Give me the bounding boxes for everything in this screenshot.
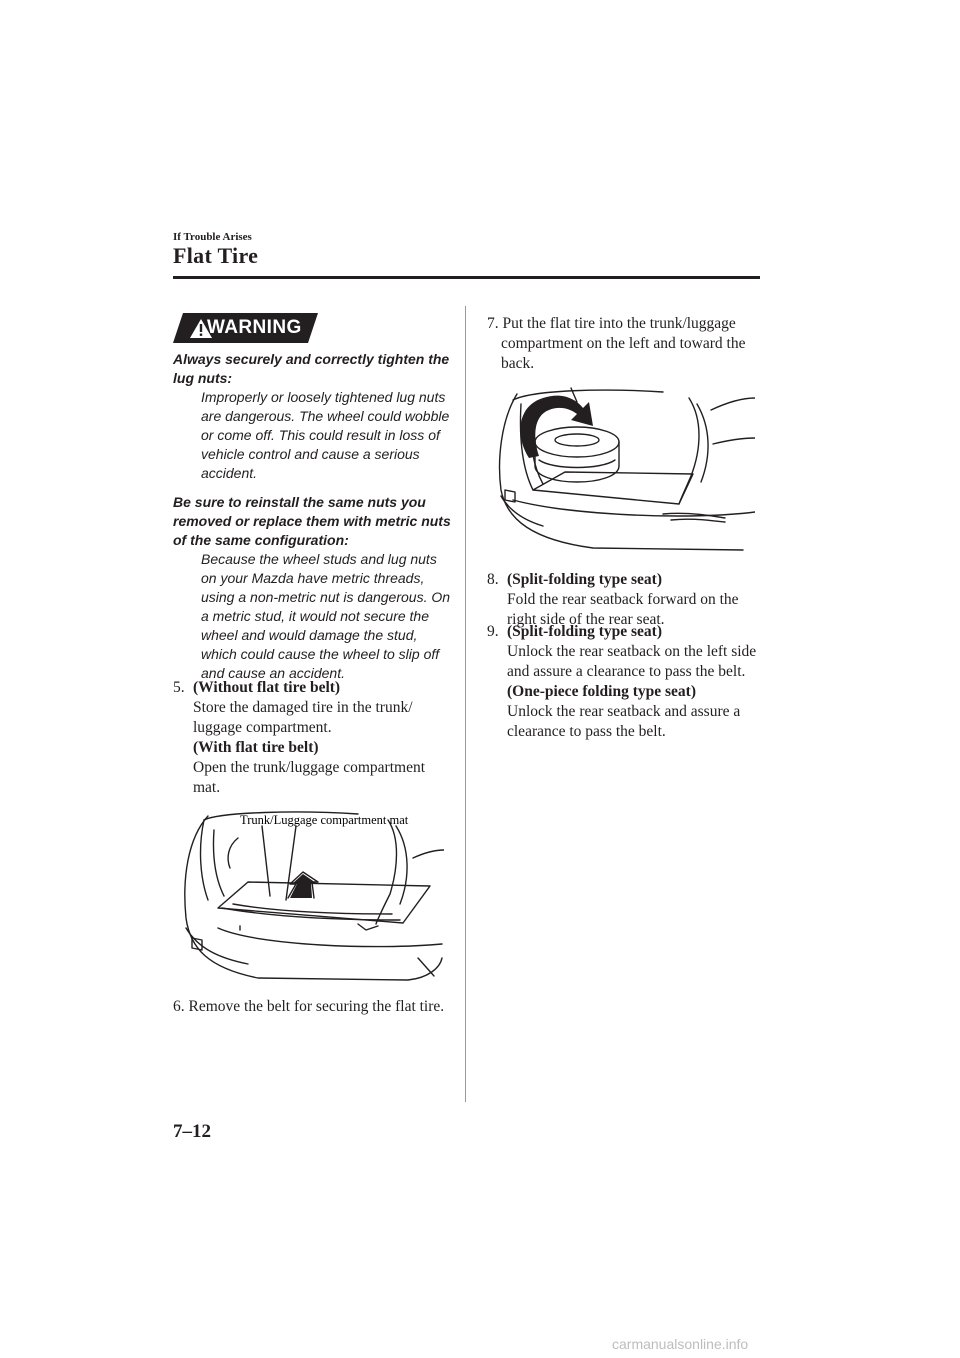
step-heading: (Split-folding type seat) xyxy=(507,571,662,588)
step-text: Unlock the rear seatback on the left side and assure a clearance to pass the belt. xyxy=(507,643,757,680)
section-label: If Trouble Arises xyxy=(173,231,252,243)
step-heading: (Without flat tire belt) xyxy=(193,679,341,696)
step-5 xyxy=(173,678,453,798)
figure-tire-in-trunk xyxy=(493,380,755,560)
warning-block-lug-nuts xyxy=(173,350,453,483)
warning-label: WARNING xyxy=(207,317,302,338)
step-number: 9. xyxy=(487,623,499,640)
step-text: Open the trunk/luggage compartment mat. xyxy=(193,759,426,796)
tire-trunk-illustration xyxy=(493,380,755,560)
step-text: 6. Remove the belt for securing the flat tire. xyxy=(173,998,445,1015)
title-rule xyxy=(173,276,760,279)
step-number: 5. xyxy=(173,679,185,696)
column-divider xyxy=(465,306,466,1102)
site-watermark: carmanualsonline.info xyxy=(612,1336,749,1352)
warning-detail: Improperly or loosely tightened lug nuts are dangerous. The wheel could wobble or come off. This could result in loss of vehicle control and cause a serious accident. xyxy=(201,389,450,481)
warning-badge xyxy=(173,313,318,343)
warning-block-metric-nuts xyxy=(173,493,453,683)
trunk-mat-label: Trunk/Luggage compartment mat xyxy=(240,813,409,827)
step-heading: (One-piece folding type seat) xyxy=(507,683,696,700)
warning-detail: Because the wheel studs and lug nuts on your Mazda have metric threads, using a non-metric nut is dangerous. On a metric stud, it would not secure the wheel and would damage the stud, which could cause the wheel to slip off and cause an accident. xyxy=(201,551,451,681)
page-title: Flat Tire xyxy=(173,243,259,268)
step-number: 8. xyxy=(487,571,499,588)
page-number: 7–12 xyxy=(173,1121,211,1142)
step-7 xyxy=(487,314,762,374)
step-9 xyxy=(487,622,762,742)
step-text: Unlock the rear seatback and assure a clearance to pass the belt. xyxy=(507,703,741,740)
trunk-mat-illustration xyxy=(178,808,444,988)
step-text: Store the damaged tire in the trunk/ luggage compartment. xyxy=(193,699,413,736)
warning-heading: Be sure to reinstall the same nuts you removed or replace them with metric nuts of the same configuration: xyxy=(173,494,451,548)
step-heading: (With flat tire belt) xyxy=(193,739,319,756)
warning-heading: Always securely and correctly tighten the lug nuts: xyxy=(173,351,450,386)
step-heading: (Split-folding type seat) xyxy=(507,623,662,640)
step-6 xyxy=(173,997,453,1017)
step-text: 7. Put the flat tire into the trunk/luggage compartment on the left and toward the back. xyxy=(487,315,746,372)
step-text: Fold the rear seatback forward on the right side of the rear seat. xyxy=(507,591,739,628)
figure-trunk-mat xyxy=(178,808,444,988)
step-8 xyxy=(487,570,762,630)
